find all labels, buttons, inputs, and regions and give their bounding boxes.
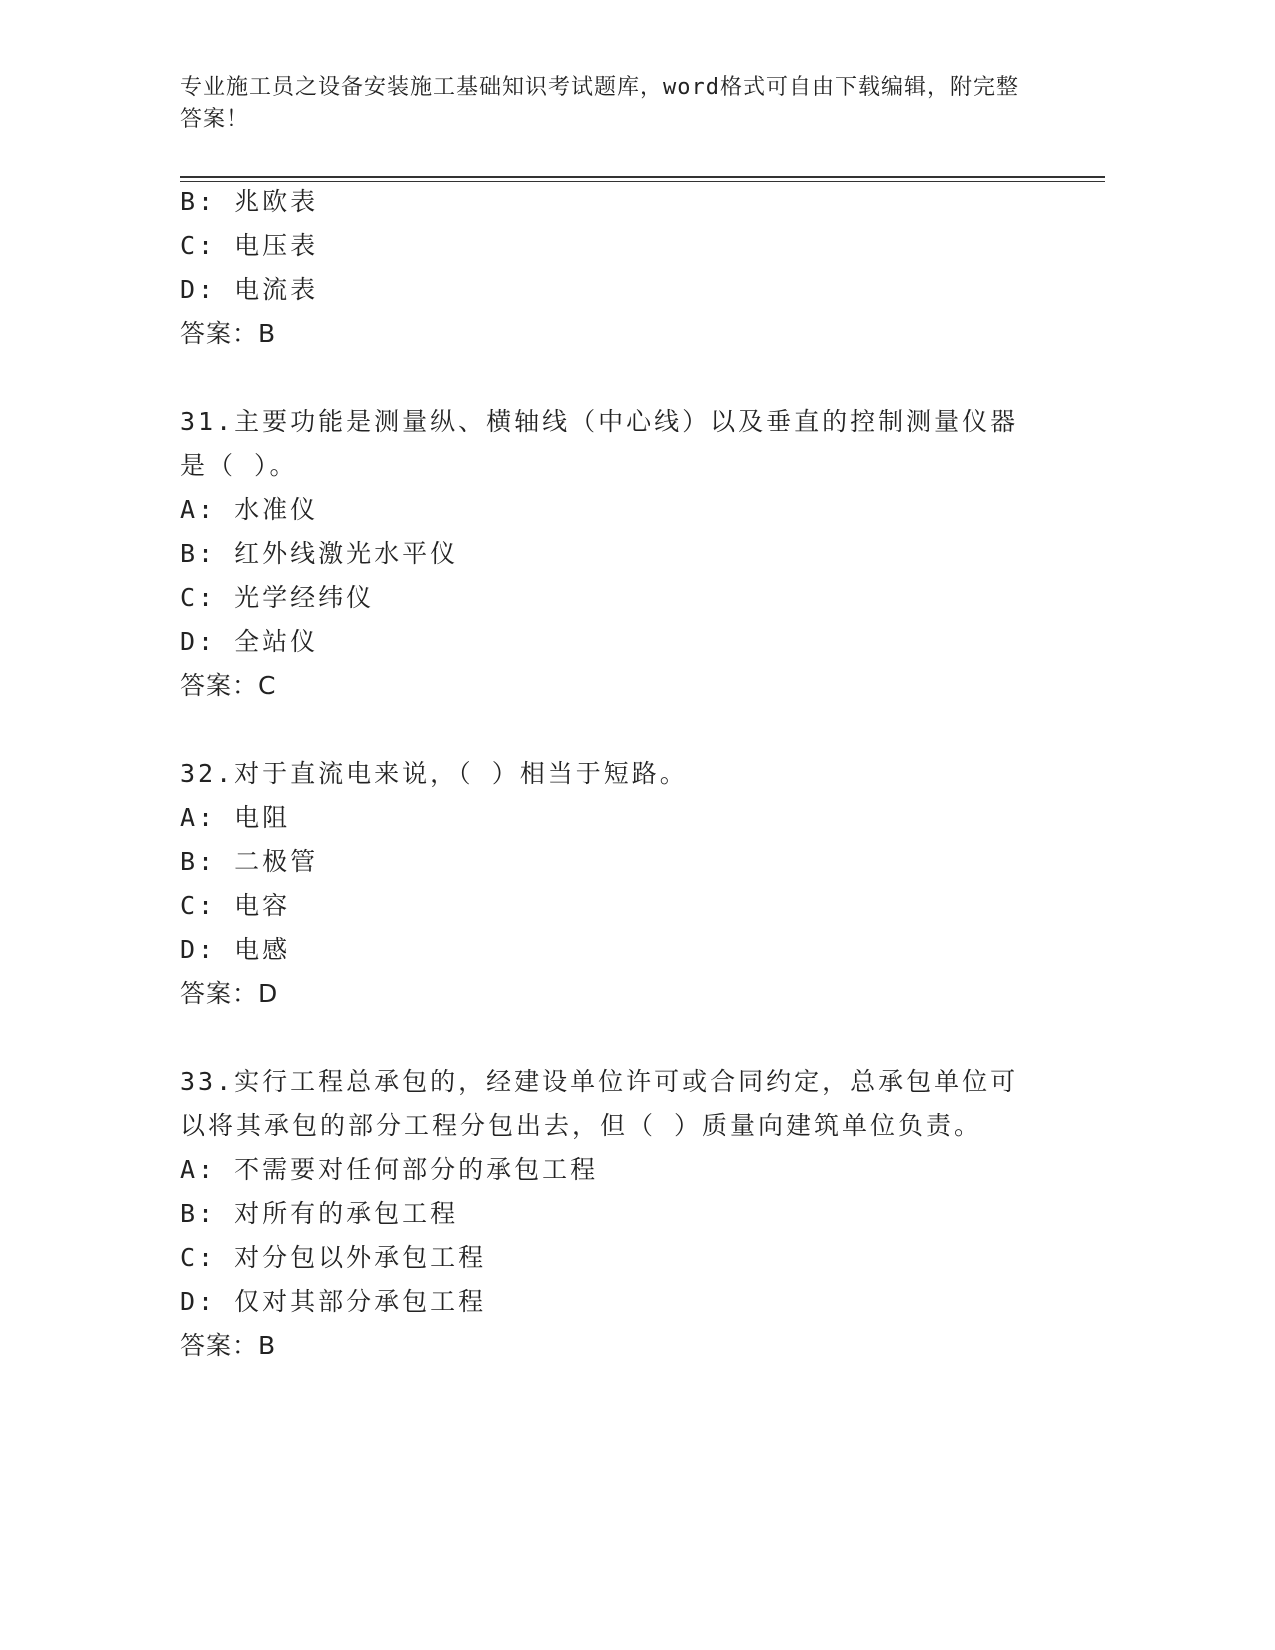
spacer (180, 1016, 1040, 1060)
spacer (180, 708, 1040, 752)
question-33 (180, 1060, 1040, 1368)
option-d: D: 全站仪 (180, 627, 319, 656)
answer: 答案：B (180, 319, 277, 348)
option-b: B: 二极管 (180, 847, 319, 876)
option-b: B: 兆欧表 (180, 187, 319, 216)
option-d: D: 电感 (180, 935, 291, 964)
spacer (180, 356, 1040, 400)
answer: 答案：D (180, 979, 279, 1008)
header-divider-thick (180, 176, 1105, 178)
option-a: A: 电阻 (180, 803, 291, 832)
answer: 答案：B (180, 1331, 277, 1360)
option-b: B: 对所有的承包工程 (180, 1199, 459, 1228)
option-a: A: 水准仪 (180, 495, 319, 524)
option-c: C: 光学经纬仪 (180, 583, 375, 612)
page-header: 专业施工员之设备安装施工基础知识考试题库，word格式可自由下载编辑，附完整答案！ (180, 75, 1019, 132)
question-stem: 31.主要功能是测量纵、横轴线（中心线）以及垂直的控制测量仪器是（ ）。 (180, 407, 1019, 480)
question-32 (180, 752, 1040, 1016)
option-d: D: 电流表 (180, 275, 319, 304)
option-d: D: 仅对其部分承包工程 (180, 1287, 487, 1316)
question-30-continued (180, 180, 1040, 356)
option-c: C: 对分包以外承包工程 (180, 1243, 487, 1272)
option-a: A: 不需要对任何部分的承包工程 (180, 1155, 599, 1184)
question-list (180, 180, 1040, 1368)
question-stem: 33.实行工程总承包的，经建设单位许可或合同约定，总承包单位可以将其承包的部分工程分包出去，但（ ）质量向建筑单位负责。 (180, 1067, 1019, 1140)
question-31 (180, 400, 1040, 708)
option-b: B: 红外线激光水平仪 (180, 539, 459, 568)
question-stem: 32.对于直流电来说，（ ）相当于短路。 (180, 759, 688, 788)
option-c: C: 电压表 (180, 231, 319, 260)
option-c: C: 电容 (180, 891, 291, 920)
answer: 答案：C (180, 671, 277, 700)
